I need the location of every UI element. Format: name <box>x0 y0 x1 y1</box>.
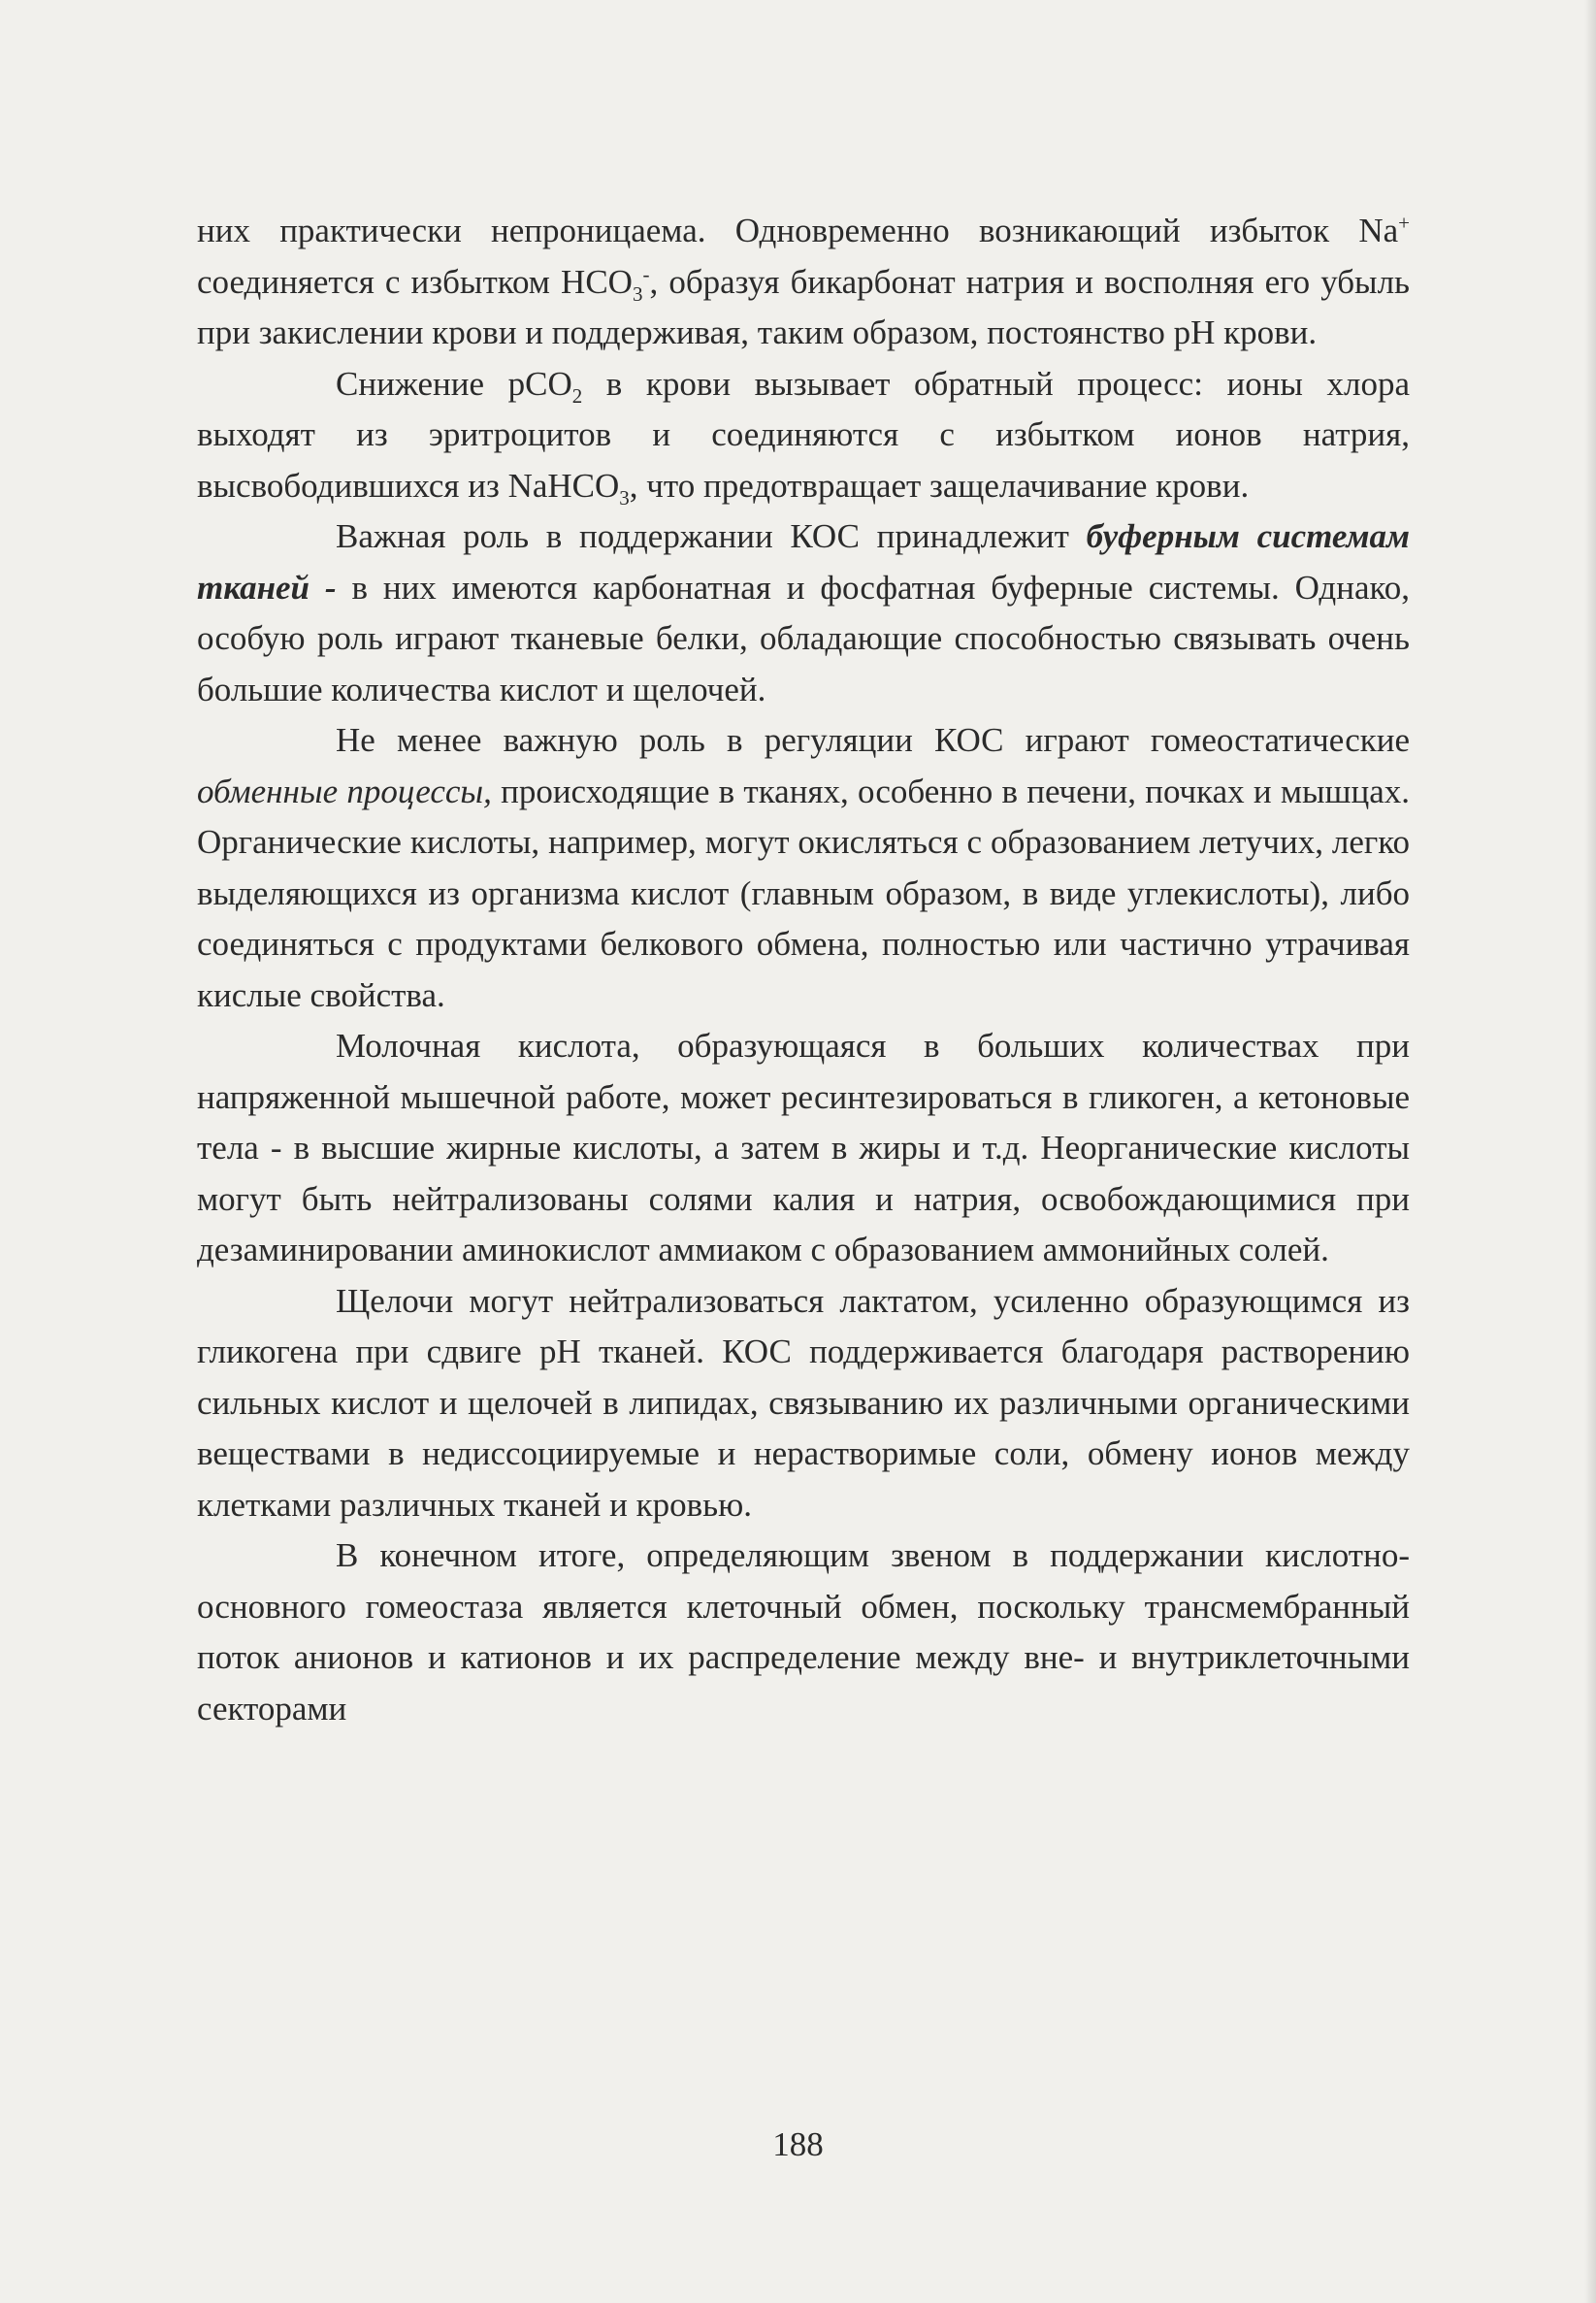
paragraph <box>197 511 1418 715</box>
text-run: Не менее важную роль в регуляции КОС играют гомеостатические <box>336 721 1418 759</box>
text-run: Важная роль в поддержании КОС принадлежит <box>336 517 1087 555</box>
paragraph <box>197 1021 1418 1276</box>
text-run: соединяется с избытком HCO <box>197 212 1418 301</box>
page-edge-shadow <box>1584 0 1596 2303</box>
subscript: 3 <box>619 485 630 510</box>
text-run: В конечном итоге, определяющим звеном в поддержании кислотно-основного гомеостаза является клеточный обмен, поскольку трансмембранный поток анионов и катионов и их распределение между вне- и внутриклеточными секторами <box>197 1536 1418 1727</box>
subscript: 3 <box>632 281 643 306</box>
page-number: 188 <box>772 2125 824 2163</box>
subscript: 2 <box>571 383 583 408</box>
text-run: происходящие в тканях, особенно в печени, почках и мышцах. Органические кислоты, например, могут окисляться с образованием летучих, легко выделяющихся из организма кислот (главным образом, в виде углекислоты), либо соединяться с продуктами белкового обмена, полностью или частично утрачивая кислые свойства. <box>197 772 1418 1014</box>
body-text <box>197 206 1418 1734</box>
superscript: + <box>1398 211 1410 235</box>
text-run: Молочная кислота, образующаяся в больших количествах при напряженной мышечной работе, может ресинтезироваться в гликоген, а кетоновые тела - в высшие жирные кислоты, а затем в жиры и т.д. Неорганические кислоты могут быть нейтрализованы солями калия и натрия, освобождающимися при дезаминировании аминокислот аммиаком с образованием аммонийных солей. <box>197 1027 1418 1268</box>
text-run: , образуя бикарбонат натрия и восполняя его убыль при закислении крови и поддерживая, таким образом, постоянство pH крови. <box>197 262 1418 351</box>
text-run: Щелочи могут нейтрализоваться лактатом, усиленно образующимся из гликогена при сдвиге pH тканей. КОС поддерживается благодаря растворению сильных кислот и щелочей в липидах, связыванию их различными органическими веществами в недиссоциируемые и нерастворимые соли, обмену ионов между клетками различных тканей и кровью. <box>197 1281 1418 1524</box>
text-run: в них имеются карбонатная и фосфатная буферные системы. Однако, особую роль играют тканевые белки, обладающие способностью связывать очень большие количества кислот и щелочей. <box>197 568 1418 708</box>
text-run: в крови вызывает обратный процесс: ионы хлора выходят из эритроцитов и соединяются с избытком ионов натрия, высвободившихся из NaHCO <box>197 364 1418 505</box>
paragraph <box>197 206 1418 359</box>
text-run: , что предотвращает защелачивание крови. <box>629 466 1250 505</box>
superscript: - <box>642 261 650 285</box>
paragraph <box>197 1530 1418 1734</box>
paragraph <box>197 1276 1418 1531</box>
text-run: них практически непроницаема. Одновременно возникающий избыток Na <box>197 212 1399 249</box>
text-run: Снижение pCO <box>336 364 572 403</box>
bold-italic-term: буферным системам тканей - <box>197 517 1410 607</box>
paragraph <box>197 359 1418 512</box>
paragraph <box>197 715 1418 1021</box>
italic-term: обменные процессы, <box>197 772 492 810</box>
